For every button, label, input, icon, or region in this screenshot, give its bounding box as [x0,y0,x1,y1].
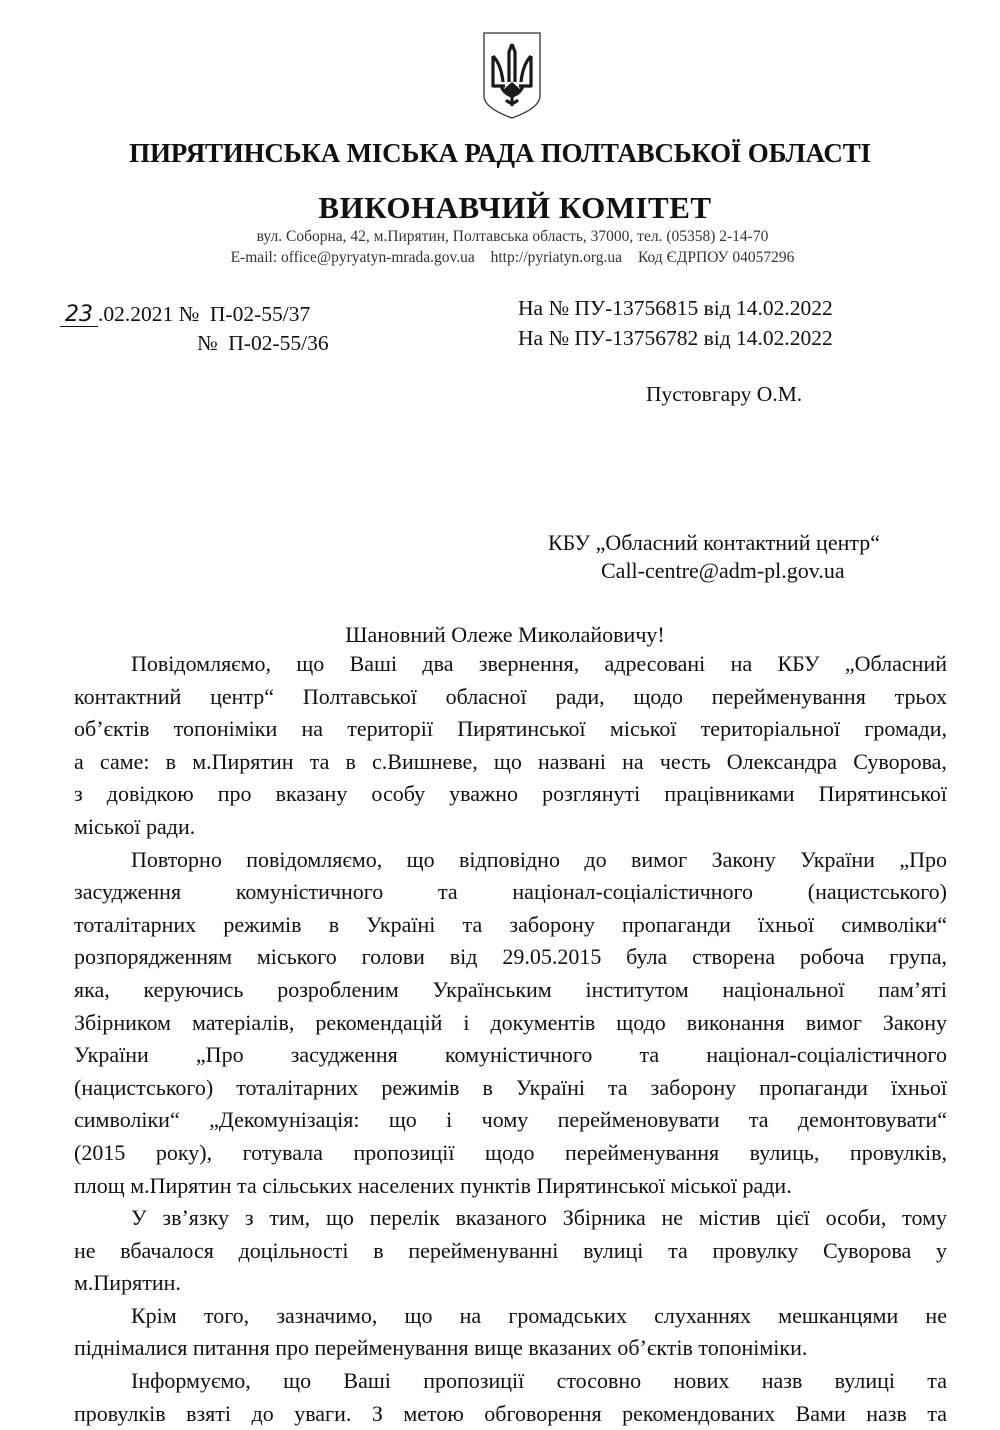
greeting: Шановний Олеже Миколайовичу! [345,622,665,647]
body-line: (2015 року), готувала пропозиції щодо перейменування вулиць, провулків, [74,1139,948,1165]
body-line: У зв’язку з тим, що перелік вказаного Збірника не містив цієї особи, тому [131,1205,948,1231]
body-line: України „Про засудження комуністичного та націонал-соціалістичного [74,1042,947,1068]
incoming-reference-1: На № ПУ-13756815 від 14.02.2022 [518,296,833,320]
body-line: розпорядженням міського голови від 29.05.2015 була створена робоча група, [74,944,948,970]
body-line: тоталітарних режимів в Україні та заборону пропаганди їхньої символіки“ [74,911,947,937]
copy-to-organization: КБУ „Обласний контактний центр“ [548,530,881,555]
body-line: міської ради. [74,813,196,839]
number-sign: № [197,331,218,355]
body-line: Збірником матеріалів, рекомендацій і документів щодо виконання вимог Закону [74,1009,947,1035]
letter-body [74,648,947,1430]
body-line: яка, керуючись розробленим Українським інститутом національної пам’яті [74,976,947,1002]
body-line: провулків взяті до уваги. З метою обговорення рекомендованих Вами назв та [74,1400,947,1426]
department-title: ВИКОНАВЧИЙ КОМІТЕТ [318,190,712,225]
outgoing-reference-2 [197,331,329,356]
coat-of-arms-icon [481,30,543,120]
email-text: E-mail: office@pyryatyn-mrada.gov.ua [230,249,475,266]
body-line: Повідомляємо, що Ваші два звернення, адресовані на КБУ „Обласний [131,651,947,676]
outgoing-reference-1 [60,302,310,327]
handwritten-day: 23 [60,304,98,327]
outgoing-number-2: П-02-55/36 [228,331,329,355]
body-line: м.Пирятин. [74,1270,181,1296]
body-line: а саме: в м.Пирятин та в с.Вишневе, що названі на честь Олександра Суворова, [74,748,947,774]
body-line: не вбачалося доцільності в перейменуванні вулиці та провулку Суворова у [74,1237,947,1263]
body-line: Повторно повідомляємо, що відповідно до вимог Закону України „Про [131,846,947,872]
organization-title: ПИРЯТИНСЬКА МІСЬКА РАДА ПОЛТАВСЬКОЇ ОБЛАСТІ [129,138,871,168]
body-line: з довідкою про вказану особу уважно розглянуті працівниками Пирятинської [74,781,948,807]
copy-to-email[interactable]: Call-centre@adm-pl.gov.ua [601,558,845,583]
outgoing-date: .02.2021 [98,302,174,326]
contacts-line [0,249,1000,267]
number-sign: № [178,302,200,326]
body-line: засудження комуністичного та націонал-соціалістичного (нацистського) [74,879,948,905]
body-line: об’єктів топоніміки на території Пирятинської міської територіальної громади, [74,716,948,742]
body-line: символіки“ „Декомунізація: що і чому перейменовувати та демонтовувати“ [74,1107,947,1133]
edrpou-code: Код ЄДРПОУ 04057296 [637,249,795,266]
body-line: піднімалися питання про перейменування вище вказаних об’єктів топоніміки. [74,1335,808,1361]
body-line: контактний центр“ Полтавської обласної ради, щодо перейменування трьох [74,683,947,709]
body-line: площ м.Пирятин та сільських населених пунктів Пирятинської міської ради. [74,1172,792,1198]
incoming-reference-2: На № ПУ-13756782 від 14.02.2022 [518,326,833,350]
recipient-name: Пустовгару О.М. [646,382,803,406]
website-link[interactable]: http://pyriatyn.org.ua [490,249,623,266]
body-line: (нацистського) тоталітарних режимів в Україні та заборону пропаганди їхньої [74,1074,947,1100]
address-line: вул. Соборна, 42, м.Пирятин, Полтавська область, 37000, тел. (05358) 2-14-70 [256,228,769,245]
body-line: Інформуємо, що Ваші пропозиції стосовно нових назв вулиці та [131,1368,947,1394]
body-line: Крім того, зазначимо, що на громадських слуханнях мешканцями не [131,1302,947,1328]
outgoing-number-1: П-02-55/37 [209,302,311,326]
